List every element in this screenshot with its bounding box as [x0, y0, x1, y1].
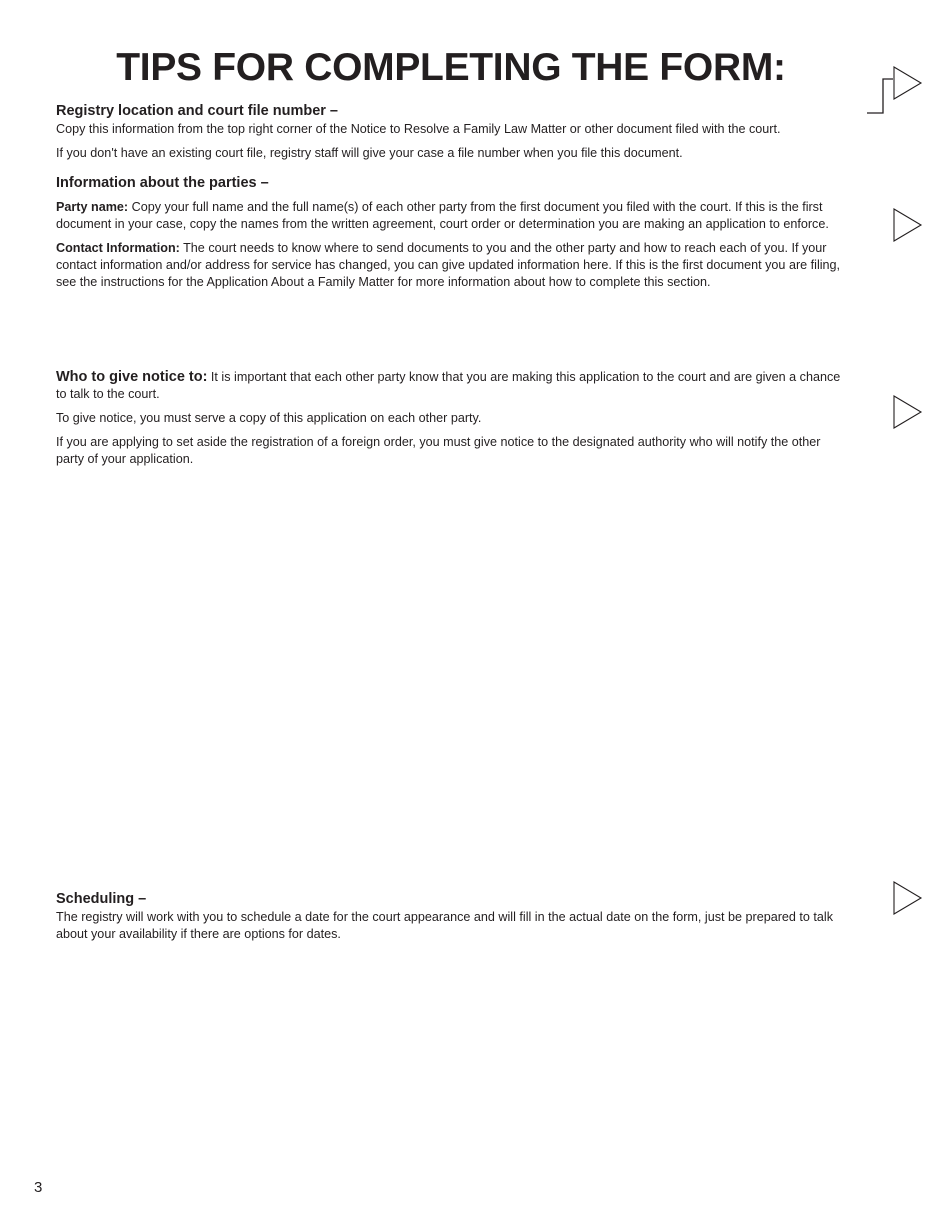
- registry-section: [56, 102, 846, 162]
- notice-paragraph-2: To give notice, you must serve a copy of this application on each other party.: [56, 411, 482, 425]
- triangle-pointer-icon: [893, 881, 923, 917]
- parties-section: [56, 174, 846, 292]
- page-number: 3: [34, 1179, 43, 1196]
- triangle-pointer-icon: [893, 208, 923, 244]
- notice-section: [56, 369, 846, 468]
- notice-paragraph-3: If you are applying to set aside the registration of a foreign order, you must give notice to the designated authority who will notify the other party of your application.: [56, 434, 821, 466]
- party-name-label: Party name:: [56, 200, 129, 214]
- notice-label: Who to give notice to:: [56, 369, 208, 385]
- party-name-text: Copy your full name and the full name(s) of each other party from the first document you filed with the court. If this is the first document in your case, copy the names from the written agreement, court order or determination you are making an application to enforce.: [56, 200, 829, 232]
- notice-paragraph: [56, 369, 846, 403]
- triangle-pointer-icon: [893, 395, 923, 431]
- scheduling-section: [56, 890, 846, 943]
- scheduling-paragraph: The registry will work with you to schedule a date for the court appearance and will fill in the actual date on the form, just be prepared to talk about your availability if there are options for dates.: [56, 910, 834, 942]
- parties-heading: Information about the parties –: [56, 175, 269, 191]
- registry-paragraph-2: If you don't have an existing court file, registry staff will give your case a file number when you file this document.: [56, 145, 683, 160]
- page-title: TIPS FOR COMPLETING THE FORM:: [116, 46, 786, 89]
- scheduling-heading: Scheduling –: [56, 891, 147, 907]
- contact-info-text: The court needs to know where to send documents to you and the other party and how to reach each of you. If your contact information and/or address for service has changed, you can give updated information here. If this is the first document you are filing, see the instructions for the Application About a Family Matter for more information about how to complete this section.: [56, 241, 841, 290]
- party-name-paragraph: [56, 199, 846, 233]
- corner-bracket-triangle-icon: [866, 64, 924, 116]
- contact-info-label: Contact Information:: [56, 241, 180, 255]
- notice-text: It is important that each other party know that you are making this application to the court and are given a chance to talk to the court.: [56, 370, 841, 402]
- contact-info-paragraph: [56, 240, 846, 292]
- registry-paragraph-1: Copy this information from the top right corner of the Notice to Resolve a Family Law Matter or other document filed with the court.: [56, 122, 781, 136]
- registry-heading: Registry location and court file number –: [56, 103, 338, 119]
